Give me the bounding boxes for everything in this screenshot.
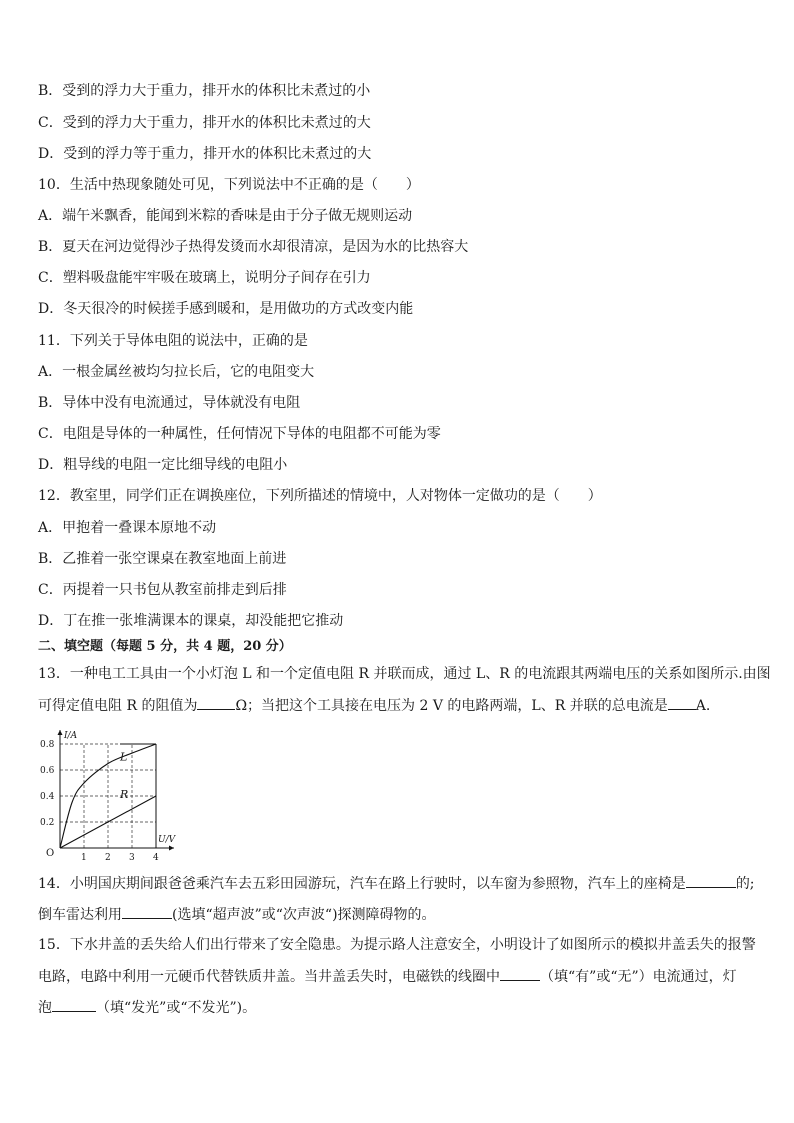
x-tick-label-1: 1 <box>81 853 87 863</box>
q13-blank-resistance[interactable] <box>197 695 235 710</box>
q15-line-2 <box>38 966 737 987</box>
q10-option-a: A．端午米飘香，能闻到米粽的香味是由于分子做无规则运动 <box>38 208 413 224</box>
q15-text-b: （填“有”或“无”）电流通过，灯 <box>540 969 737 985</box>
q14-text-d: (选填“超声波”或“次声波“)探测障碍物的。 <box>172 907 436 923</box>
q15-blank-lamp[interactable] <box>52 997 96 1012</box>
x-axis-arrow <box>169 846 174 851</box>
chart-axes <box>58 730 175 851</box>
q13-line-2 <box>38 695 710 716</box>
q15-line-1: 15．下水井盖的丢失给人们出行带来了安全隐患。为提示路人注意安全，小明设计了如图所示的模拟井盖丢失的报警 <box>38 937 756 953</box>
q14-line-2 <box>38 904 436 925</box>
q14-blank-wave[interactable] <box>122 904 172 919</box>
q15-blank-current[interactable] <box>500 966 540 981</box>
q12-option-c: C．丙提着一只书包从教室前排走到后排 <box>38 582 287 598</box>
series-label-R: R <box>120 787 129 801</box>
iu-graph <box>36 730 186 865</box>
x-tick-label-3: 3 <box>129 853 135 863</box>
q13-text-b: Ω；当把这个工具接在电压为 2 V 的电路两端，L、R 并联的总电流是 <box>235 698 668 714</box>
q12-option-a: A．甲抱着一叠课本原地不动 <box>38 520 217 536</box>
x-tick-label-4: 4 <box>153 853 159 863</box>
q9-option-b: B．受到的浮力大于重力，排开水的体积比未煮过的小 <box>38 83 371 99</box>
q11-option-d: D．粗导线的电阻一定比细导线的电阻小 <box>38 457 288 473</box>
q15-text-c: 泡 <box>38 1000 52 1016</box>
y-tick-label-0.8: 0.8 <box>40 740 55 750</box>
series-label-L: L <box>120 750 128 764</box>
q15-text-d: （填“发光”或“不发光”)。 <box>96 1000 257 1016</box>
q13-text-c: A. <box>695 698 711 714</box>
q13-line-1: 13．一种电工工具由一个小灯泡 L 和一个定值电阻 R 并联而成，通过 L、R 的电流跟其两端电压的关系如图所示.由图 <box>38 666 771 682</box>
origin-label: O <box>46 848 55 859</box>
y-tick-label-0.4: 0.4 <box>40 792 55 802</box>
section-heading: 二、填空题（每题 5 分，共 4 题，20 分） <box>38 639 292 654</box>
q13-text-a: 可得定值电阻 R 的阻值为 <box>38 698 198 714</box>
q10-stem: 10．生活中热现象随处可见，下列说法中不正确的是（ ） <box>38 177 420 193</box>
y-tick-label-0.6: 0.6 <box>40 766 55 776</box>
q13-blank-current[interactable] <box>668 695 696 710</box>
x-tick-label-2: 2 <box>105 853 111 863</box>
y-axis-label: I/A <box>64 731 78 741</box>
q14-text-a: 14．小明国庆期间跟爸爸乘汽车去五彩田园游玩，汽车在路上行驶时，以车窗为参照物，汽车上的座椅是 <box>38 876 686 892</box>
q11-option-c: C．电阻是导体的一种属性，任何情况下导体的电阻都不可能为零 <box>38 426 441 442</box>
q15-text-a: 电路，电路中利用一元硬币代替铁质井盖。当井盖丢失时，电磁铁的线圈中 <box>38 969 500 985</box>
q9-option-c: C．受到的浮力大于重力，排开水的体积比未煮过的大 <box>38 115 371 131</box>
x-axis-label: U/V <box>158 835 176 845</box>
q10-option-b: B．夏天在河边觉得沙子热得发烫而水却很清凉，是因为水的比热容大 <box>38 239 469 255</box>
q11-stem: 11．下列关于导体电阻的说法中，正确的是 <box>38 333 308 349</box>
q14-line-1 <box>38 873 755 894</box>
q14-blank-reference[interactable] <box>686 873 736 888</box>
y-tick-label-0.2: 0.2 <box>40 818 55 828</box>
q15-line-3 <box>38 997 256 1018</box>
q14-text-b: 的; <box>735 876 755 892</box>
q9-option-d: D．受到的浮力等于重力，排开水的体积比未煮过的大 <box>38 146 372 162</box>
q12-stem: 12．教室里，同学们正在调换座位，下列所描述的情境中，人对物体一定做功的是（ ） <box>38 488 602 504</box>
q10-option-c: C．塑料吸盘能牢牢吸在玻璃上，说明分子间存在引力 <box>38 270 371 286</box>
q11-option-b: B．导体中没有电流通过，导体就没有电阻 <box>38 395 301 411</box>
q10-option-d: D．冬天很冷的时候搓手感到暖和，是用做功的方式改变内能 <box>38 301 414 317</box>
q11-option-a: A．一根金属丝被均匀拉长后，它的电阻变大 <box>38 364 315 380</box>
q12-option-d: D．丁在推一张堆满课本的课桌，却没能把它推动 <box>38 613 344 629</box>
q12-option-b: B．乙推着一张空课桌在教室地面上前进 <box>38 551 287 567</box>
y-axis-arrow <box>58 730 63 735</box>
q14-text-c: 倒车雷达利用 <box>38 907 122 923</box>
